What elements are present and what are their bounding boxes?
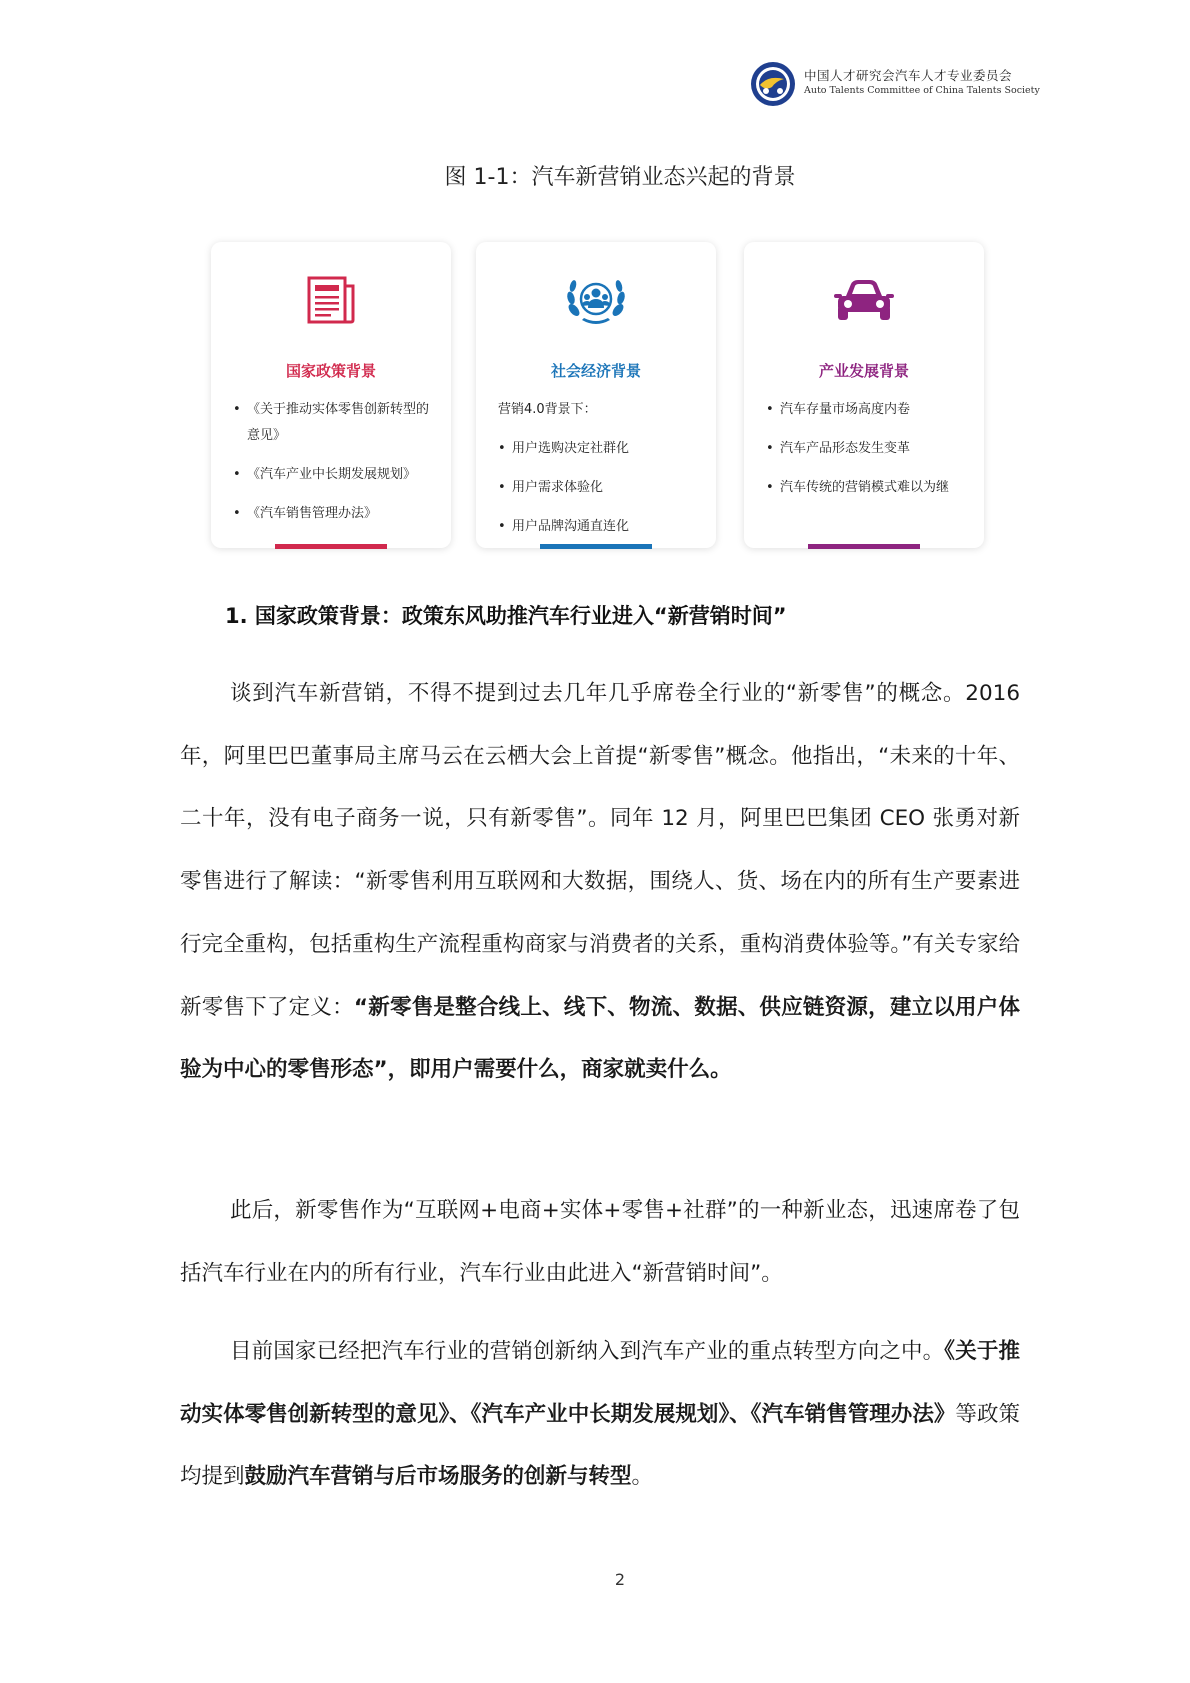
paragraph-text: 目前国家已经把汽车行业的营销创新纳入到汽车产业的重点转型方向之中。 — [230, 1339, 945, 1364]
list-item: • 汽车存量市场高度内卷 — [766, 397, 974, 423]
card-list — [766, 397, 974, 514]
list-item: • 《汽车产业中长期发展规划》 — [233, 462, 441, 488]
list-item: • 《汽车销售管理办法》 — [233, 501, 441, 527]
paragraph-1 — [180, 663, 1020, 1102]
list-item: • 用户选购决定社群化 — [498, 436, 706, 462]
card-socioeconomic — [476, 242, 716, 548]
committee-logo — [750, 61, 796, 107]
org-name-en: Auto Talents Committee of China Talents Society — [804, 85, 1040, 96]
policy-titles: 《关于推动实体零售创新转型的意见》、《汽车产业中长期发展规划》、《汽车销售管理办法》 — [180, 1339, 1020, 1427]
paragraph-3 — [180, 1321, 1020, 1509]
list-intro: 营销4.0背景下： — [498, 402, 597, 417]
paragraph-bold-text: “新零售是整合线上、线下、物流、数据、供应链资源，建立以用户体验为中心的零售形态”，即用户需要什么，商家就卖什么。 — [180, 994, 1020, 1083]
card-title: 国家政策背景 — [285, 362, 376, 380]
header-org — [804, 68, 1040, 97]
section-heading: 1. 国家政策背景：政策东风助推汽车行业进入“新营销时间” — [225, 604, 787, 628]
community-laurel-icon — [476, 272, 716, 332]
paragraph-text: 等政策均提到 — [180, 1401, 1020, 1490]
paragraph-text: 谈到汽车新营销，不得不提到过去几年几乎席卷全行业的“新零售”的概念。2016 年，阿里巴巴董事局主席马云在云栖大会上首提“新零售”概念。他指出，“未来的十年、二十年，没有电子商务一说，只有新零售”。同年 12 月，阿里巴巴集团 CEO 张勇对新零售进行了解读：“新零售利用互联网和大数据，围绕人、货、场在内的所有生产要素进行完全重构，包括重构生产流程重构商家与消费者的关系，重构消费体验等。”有关专家给新零售下了定义： — [180, 681, 1020, 1020]
card-list — [233, 397, 441, 540]
list-item: • 《关于推动实体零售创新转型的意见》 — [233, 397, 441, 449]
list-item: • 汽车传统的营销模式难以为继 — [766, 475, 974, 501]
newspaper-icon — [211, 272, 451, 332]
card-policy — [211, 242, 451, 548]
card-accent-bar — [275, 544, 387, 549]
list-item: • 汽车产品形态发生变革 — [766, 436, 974, 462]
paragraph-text: 此后，新零售作为“互联网+电商+实体+零售+社群”的一种新业态，迅速席卷了包括汽车行业在内的所有行业，汽车行业由此进入“新营销时间”。 — [180, 1198, 1020, 1286]
card-list — [498, 397, 706, 553]
card-accent-bar — [540, 544, 652, 549]
card-title: 社会经济背景 — [550, 362, 641, 380]
paragraph-2 — [180, 1180, 1020, 1305]
list-item: • 用户需求体验化 — [498, 475, 706, 501]
card-accent-bar — [808, 544, 920, 549]
page-number: 2 — [614, 1570, 626, 1589]
paragraph-text: 。 — [631, 1464, 654, 1490]
card-industry — [744, 242, 984, 548]
figure-title: 图 1-1：汽车新营销业态兴起的背景 — [444, 165, 796, 190]
paragraph-bold-text: 鼓励汽车营销与后市场服务的创新与转型 — [244, 1464, 632, 1490]
car-icon — [744, 272, 984, 332]
list-item: • 用户品牌沟通直连化 — [498, 514, 706, 540]
card-title: 产业发展背景 — [818, 362, 909, 380]
org-name-cn: 中国人才研究会汽车人才专业委员会 — [804, 68, 1013, 83]
